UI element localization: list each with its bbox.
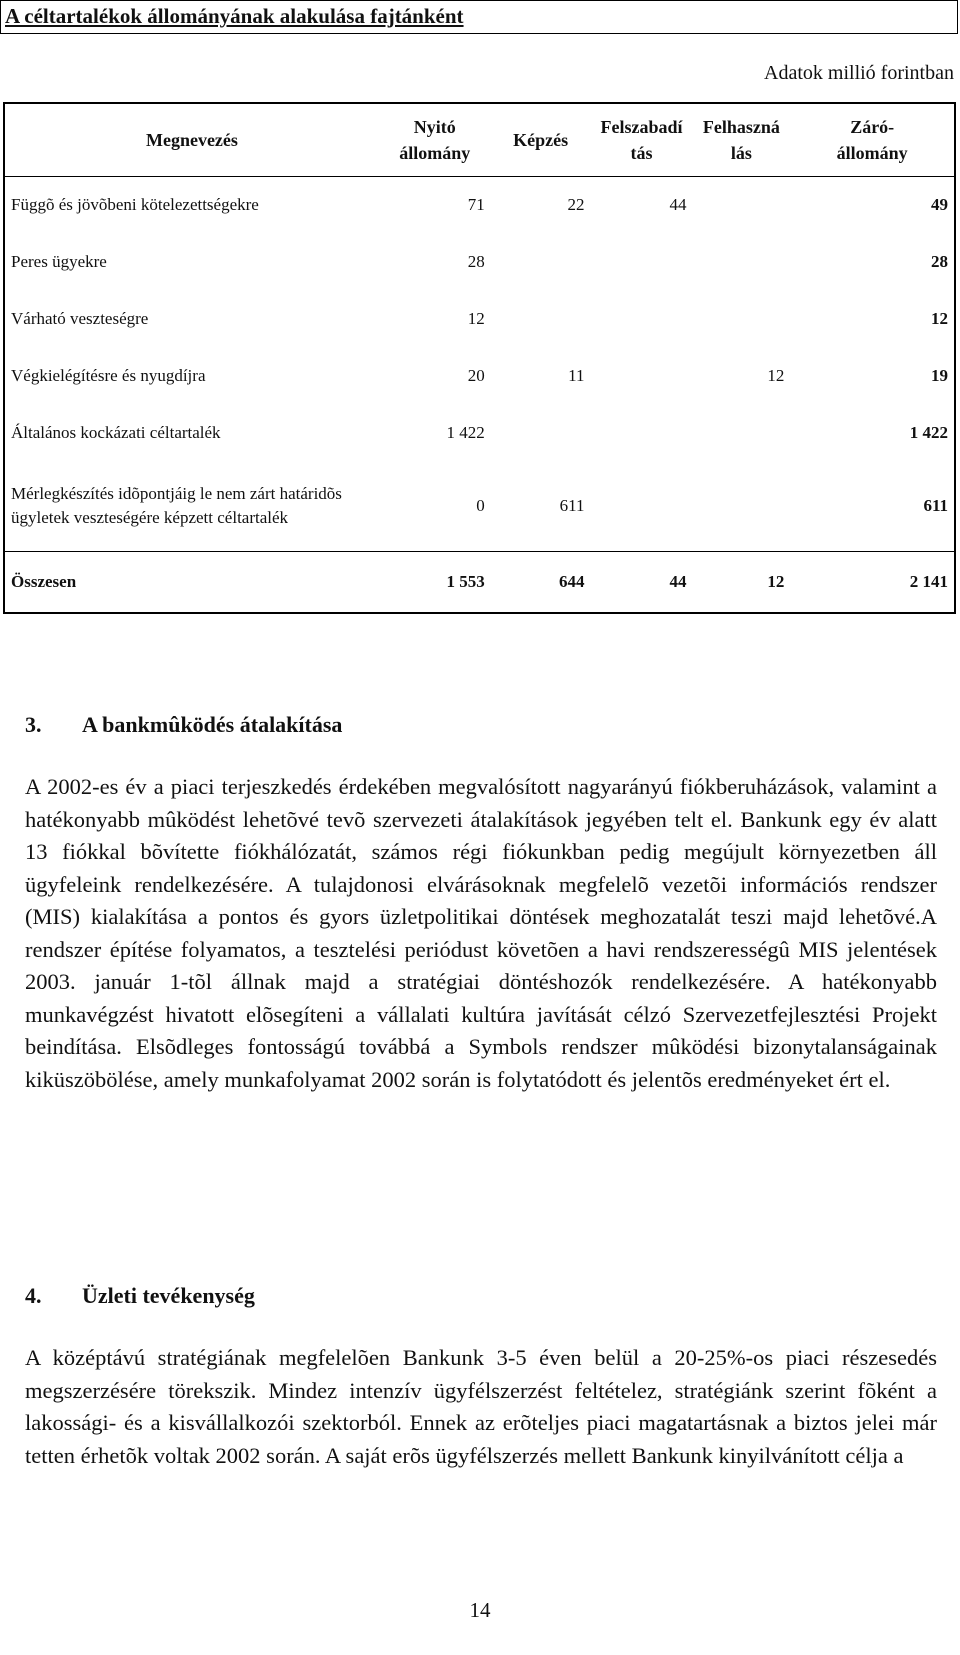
cell-formation bbox=[491, 233, 591, 290]
cell-opening: 1 422 bbox=[446, 422, 485, 442]
section-3-title: A bankmûködés átalakítása bbox=[82, 712, 343, 737]
cell-usage bbox=[692, 176, 790, 233]
row-name: Általános kockázati céltartalék bbox=[11, 422, 221, 442]
header-release: Felszabadí tás bbox=[591, 103, 693, 176]
total-formation: 644 bbox=[559, 571, 585, 591]
table-title: A céltartalékok állományának alakulása fajtánként bbox=[5, 4, 464, 28]
cell-opening: 0 bbox=[476, 495, 485, 515]
cell-formation: 22 bbox=[567, 194, 585, 214]
cell-opening: 28 bbox=[467, 251, 485, 271]
cell-usage: 12 bbox=[767, 365, 785, 385]
header-closing: Záró- állomány bbox=[790, 103, 955, 176]
table-title-box bbox=[0, 0, 958, 34]
total-usage: 12 bbox=[767, 571, 785, 591]
cell-closing: 19 bbox=[931, 365, 948, 385]
page-number: 14 bbox=[469, 1598, 491, 1622]
header-formation: Képzés bbox=[491, 103, 591, 176]
header-name: Megnevezés bbox=[4, 103, 379, 176]
section-3-heading bbox=[25, 712, 342, 738]
section-4-title: Üzleti tevékenység bbox=[82, 1283, 255, 1308]
cell-closing: 49 bbox=[931, 194, 948, 214]
cell-closing: 611 bbox=[923, 495, 948, 515]
table-row bbox=[4, 404, 955, 461]
cell-closing: 12 bbox=[931, 308, 948, 328]
section-4-heading bbox=[25, 1283, 255, 1309]
section-4-number: 4. bbox=[25, 1283, 42, 1308]
total-row bbox=[4, 551, 955, 613]
cell-release bbox=[591, 461, 693, 551]
cell-release bbox=[591, 290, 693, 347]
row-name: Függõ és jövõbeni kötelezettségekre bbox=[11, 194, 259, 214]
table-row bbox=[4, 347, 955, 404]
cell-opening: 71 bbox=[467, 194, 485, 214]
cell-release bbox=[591, 404, 693, 461]
cell-usage bbox=[692, 461, 790, 551]
total-opening: 1 553 bbox=[446, 571, 485, 591]
cell-formation: 611 bbox=[559, 495, 585, 515]
cell-formation bbox=[491, 290, 591, 347]
cell-closing: 28 bbox=[931, 251, 948, 271]
table-row bbox=[4, 461, 955, 551]
table-row bbox=[4, 176, 955, 233]
cell-opening: 20 bbox=[467, 365, 485, 385]
cell-formation: 11 bbox=[568, 365, 585, 385]
cell-formation bbox=[491, 404, 591, 461]
cell-usage bbox=[692, 233, 790, 290]
cell-usage bbox=[692, 290, 790, 347]
total-closing: 2 141 bbox=[909, 571, 948, 591]
header-opening: Nyitó állomány bbox=[379, 103, 491, 176]
unit-note: Adatok millió forintban bbox=[764, 62, 954, 84]
section-3-paragraph: A 2002-es év a piaci terjeszkedés érdekében megvalósított nagyarányú fiókberuházások, valamint a hatékonyabb mûködést lehetõvé tevõ szervezeti átalakítások jegyében telt el. Bankunk egy év alatt 13 fiókkal bõvítette fiókhálózatát, számos régi fiókunkban pedig megújult környezetben áll ügyfeleink rendelkezésére. A tulajdonosi elvárásoknak megfelelõ vezetõi információs rendszer (MIS) kialakítása a pontos és gyors üzletpolitikai döntések meghozatalát teszi majd lehetõvé.A rendszer építése folyamatos, a tesztelési periódust követõen a havi rendszerességû MIS jelentések 2003. január 1-tõl állnak majd a stratégiai döntéshozók rendelkezésére. A hatékonyabb munkavégzést hivatott elõsegíteni a vállalati kultúra javítását célzó Szervezetfejlesztési Projekt beindítása. Elsõdleges fontosságú továbbá a Symbols rendszer mûködési bizonytalanságainak kiküszöbölése, amely munkafolyamat 2002 során is folytatódott és jelentõs eredményeket ért el. bbox=[25, 774, 937, 1092]
cell-release bbox=[591, 233, 693, 290]
total-release: 44 bbox=[669, 571, 687, 591]
row-name: Peres ügyekre bbox=[11, 251, 107, 271]
cell-opening: 12 bbox=[467, 308, 485, 328]
provisions-table bbox=[3, 102, 956, 614]
row-name: Mérlegkészítés idõpontjáig le nem zárt határidõs ügyletek veszteségére képzett céltartalék bbox=[11, 483, 342, 527]
header-usage: Felhaszná lás bbox=[692, 103, 790, 176]
table-row bbox=[4, 290, 955, 347]
row-name: Várható veszteségre bbox=[11, 308, 149, 328]
total-label: Összesen bbox=[11, 571, 77, 591]
section-3-number: 3. bbox=[25, 712, 42, 737]
cell-release bbox=[591, 347, 693, 404]
row-name: Végkielégítésre és nyugdíjra bbox=[11, 365, 206, 385]
table-row bbox=[4, 233, 955, 290]
cell-usage bbox=[692, 404, 790, 461]
cell-closing: 1 422 bbox=[909, 422, 948, 442]
section-4-paragraph: A középtávú stratégiának megfelelõen Bankunk 3-5 éven belül a 20-25%-os piaci részesedés megszerzésére törekszik. Mindez intenzív ügyfélszerzést feltételez, stratégiánk szerint fõként a lakossági- és a kisvállalkozói szektorból. Ennek az erõteljes piaci magatartásnak a biztos jelei már tetten érhetõk voltak 2002 során. A saját erõs ügyfélszerzés mellett Bankunk kinyilvánított célja a bbox=[25, 1345, 937, 1468]
table-header-row bbox=[4, 103, 955, 176]
cell-release: 44 bbox=[669, 194, 687, 214]
